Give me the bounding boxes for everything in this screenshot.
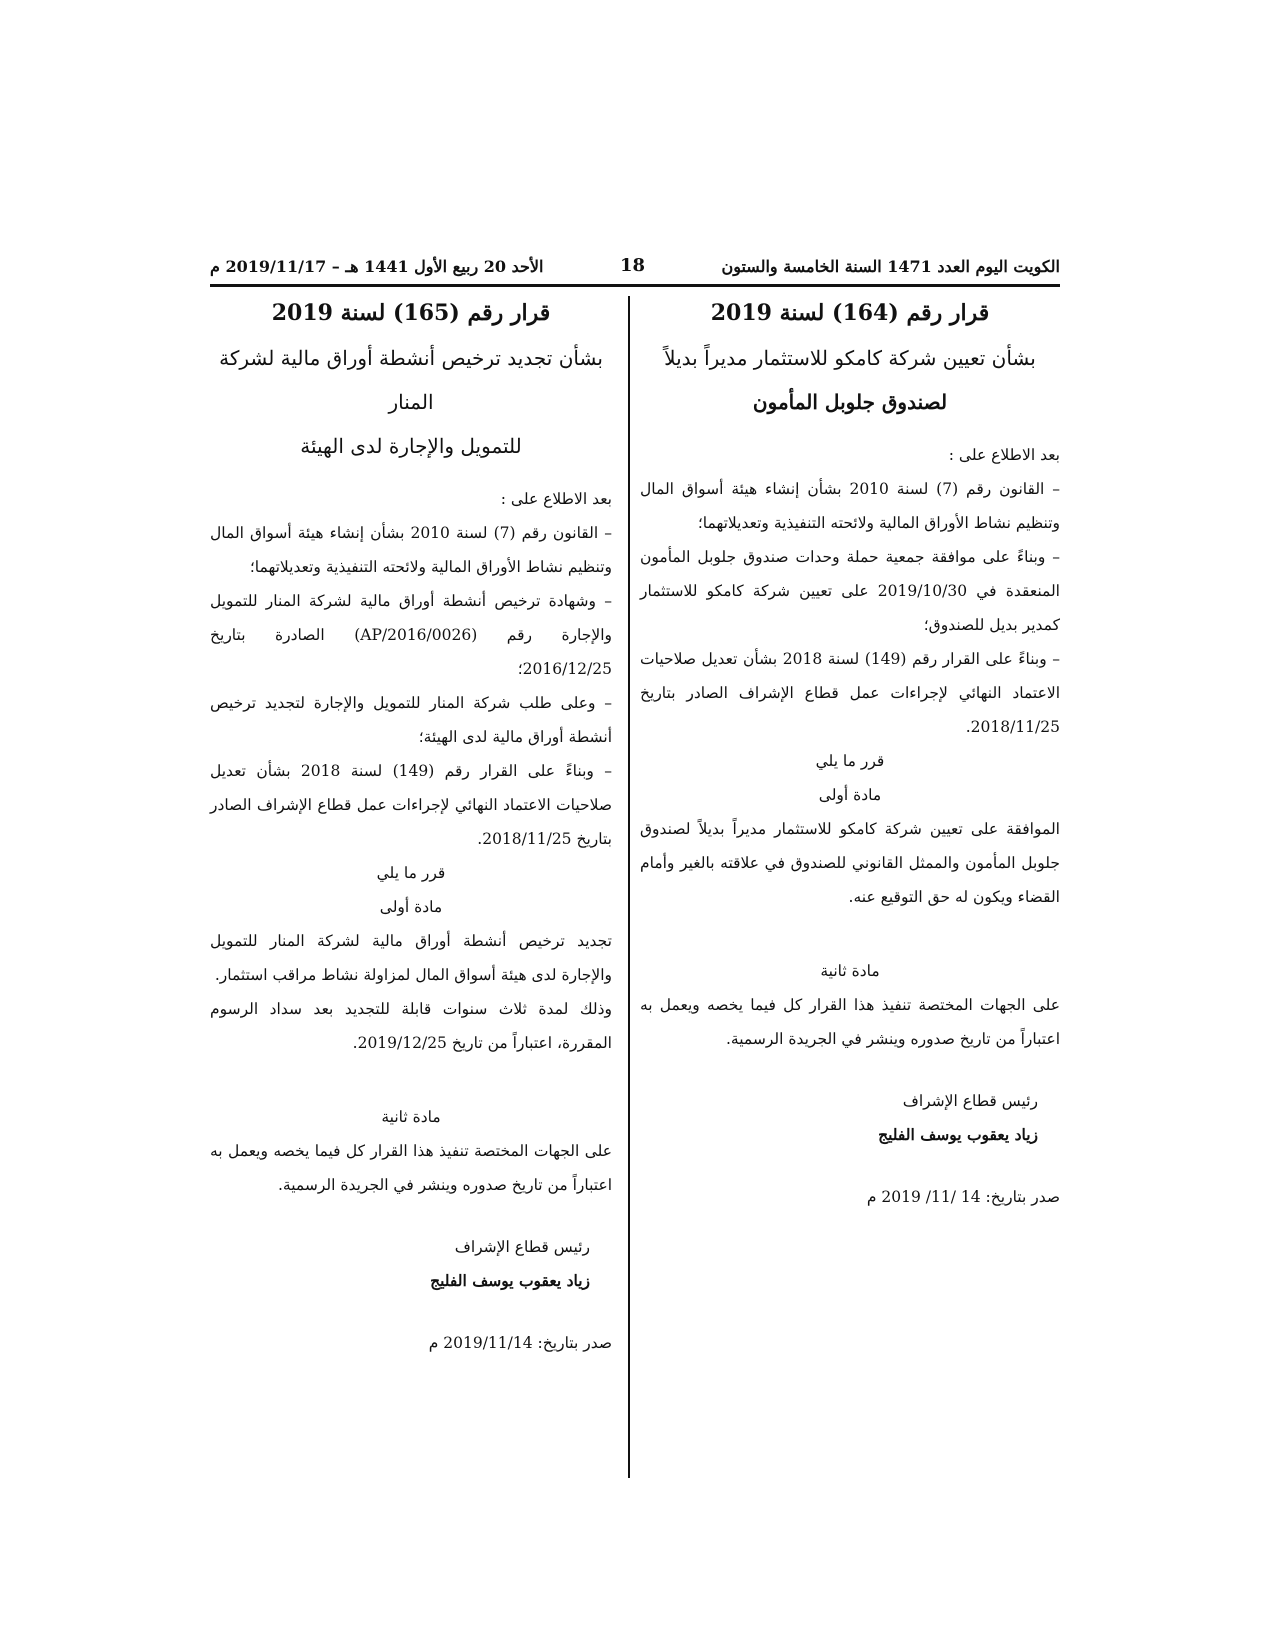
- article-text: على الجهات المختصة تنفيذ هذا القرار كل فيما يخصه ويعمل به اعتباراً من تاريخ صدوره وينشر في الجريدة الرسمية.: [210, 1142, 612, 1194]
- decree-title: قرار رقم (164) لسنة 2019: [710, 300, 990, 326]
- preamble-clause: – وبناءً على موافقة جمعية حملة وحدات صندوق جلوبل المأمون المنعقدة في 2019/10/30 على تعيين شركة كامكو للاستثمار كمدير بديل للصندوق؛: [640, 548, 1060, 634]
- decree-165: [210, 296, 612, 1360]
- preamble-clause: – القانون رقم (7) لسنة 2010 بشأن إنشاء هيئة أسواق المال وتنظيم نشاط الأوراق المالية ولائحته التنفيذية وتعديلاتهما؛: [640, 480, 1060, 532]
- signatory-name: زياد يعقوب يوسف الفليج: [430, 1271, 590, 1290]
- column-divider: [628, 296, 630, 1478]
- gazette-issue-info: الكويت اليوم العدد 1471 السنة الخامسة والستون: [721, 257, 1060, 276]
- header-rule: [210, 284, 1060, 287]
- issue-date: صدر بتاريخ: 14 /11/ 2019 م: [866, 1188, 1060, 1206]
- decree-subtitle: لصندوق جلوبل المأمون: [752, 390, 948, 414]
- gazette-date: الأحد 20 ربيع الأول 1441 هـ – 2019/11/17 م: [210, 257, 544, 276]
- signatory-title: رئيس قطاع الإشراف: [454, 1238, 590, 1256]
- preamble-clause: – وبناءً على القرار رقم (149) لسنة 2018 بشأن تعديل صلاحيات الاعتماد النهائي لإجراءات عمل قطاع الإشراف الصادر بتاريخ 2018/11/25.: [210, 762, 612, 848]
- preamble-clause: – القانون رقم (7) لسنة 2010 بشأن إنشاء هيئة أسواق المال وتنظيم نشاط الأوراق المالية ولائحته التنفيذية وتعديلاتهما؛: [210, 524, 612, 576]
- decree-subtitle: بشأن تعيين شركة كامكو للاستثمار مديراً بديلاً: [664, 346, 1036, 370]
- page-number: 18: [620, 255, 646, 276]
- article-heading: مادة ثانية: [820, 962, 880, 980]
- article-text: على الجهات المختصة تنفيذ هذا القرار كل فيما يخصه ويعمل به اعتباراً من تاريخ صدوره وينشر في الجريدة الرسمية.: [640, 996, 1060, 1048]
- decree-subtitle: للتمويل والإجارة لدى الهيئة: [300, 434, 522, 458]
- preamble-clause: – وشهادة ترخيص أنشطة أوراق مالية لشركة المنار للتمويل والإجارة رقم (AP/2016/0026) الصادرة بتاريخ 2016/12/25؛: [210, 592, 612, 678]
- article-heading: مادة أولى: [818, 786, 882, 804]
- decided-heading: قرر ما يلي: [376, 864, 446, 882]
- preamble-intro: بعد الاطلاع على :: [500, 490, 612, 508]
- article-text: الموافقة على تعيين شركة كامكو للاستثمار مديراً بديلاً لصندوق جلوبل المأمون والممثل القانوني للصندوق في علاقته بالغير وأمام القضاء ويكون له حق التوقيع عنه.: [640, 820, 1060, 906]
- preamble-clause: – وعلى طلب شركة المنار للتمويل والإجارة لتجديد ترخيص أنشطة أوراق مالية لدى الهيئة؛: [210, 694, 612, 746]
- article-text: وذلك لمدة ثلاث سنوات قابلة للتجديد بعد سداد الرسوم المقررة، اعتباراً من تاريخ 2019/12/25.: [210, 1000, 612, 1052]
- preamble-intro: بعد الاطلاع على :: [948, 446, 1060, 464]
- decree-164: [640, 296, 1060, 1214]
- decree-subtitle: بشأن تجديد ترخيص أنشطة أوراق مالية لشركة المنار: [219, 346, 603, 414]
- article-heading: مادة ثانية: [381, 1108, 441, 1126]
- signatory-name: زياد يعقوب يوسف الفليج: [878, 1125, 1038, 1144]
- decided-heading: قرر ما يلي: [815, 752, 885, 770]
- article-text: تجديد ترخيص أنشطة أوراق مالية لشركة المنار للتمويل والإجارة لدى هيئة أسواق المال لمزاولة نشاط مراقب استثمار.: [210, 932, 612, 984]
- preamble-clause: – وبناءً على القرار رقم (149) لسنة 2018 بشأن تعديل صلاحيات الاعتماد النهائي لإجراءات عمل قطاع الإشراف الصادر بتاريخ 2018/11/25.: [640, 650, 1060, 736]
- article-heading: مادة أولى: [379, 898, 443, 916]
- page-header: [210, 255, 1060, 281]
- decree-title: قرار رقم (165) لسنة 2019: [271, 300, 551, 326]
- issue-date: صدر بتاريخ: 2019/11/14 م: [428, 1334, 612, 1352]
- signatory-title: رئيس قطاع الإشراف: [902, 1092, 1038, 1110]
